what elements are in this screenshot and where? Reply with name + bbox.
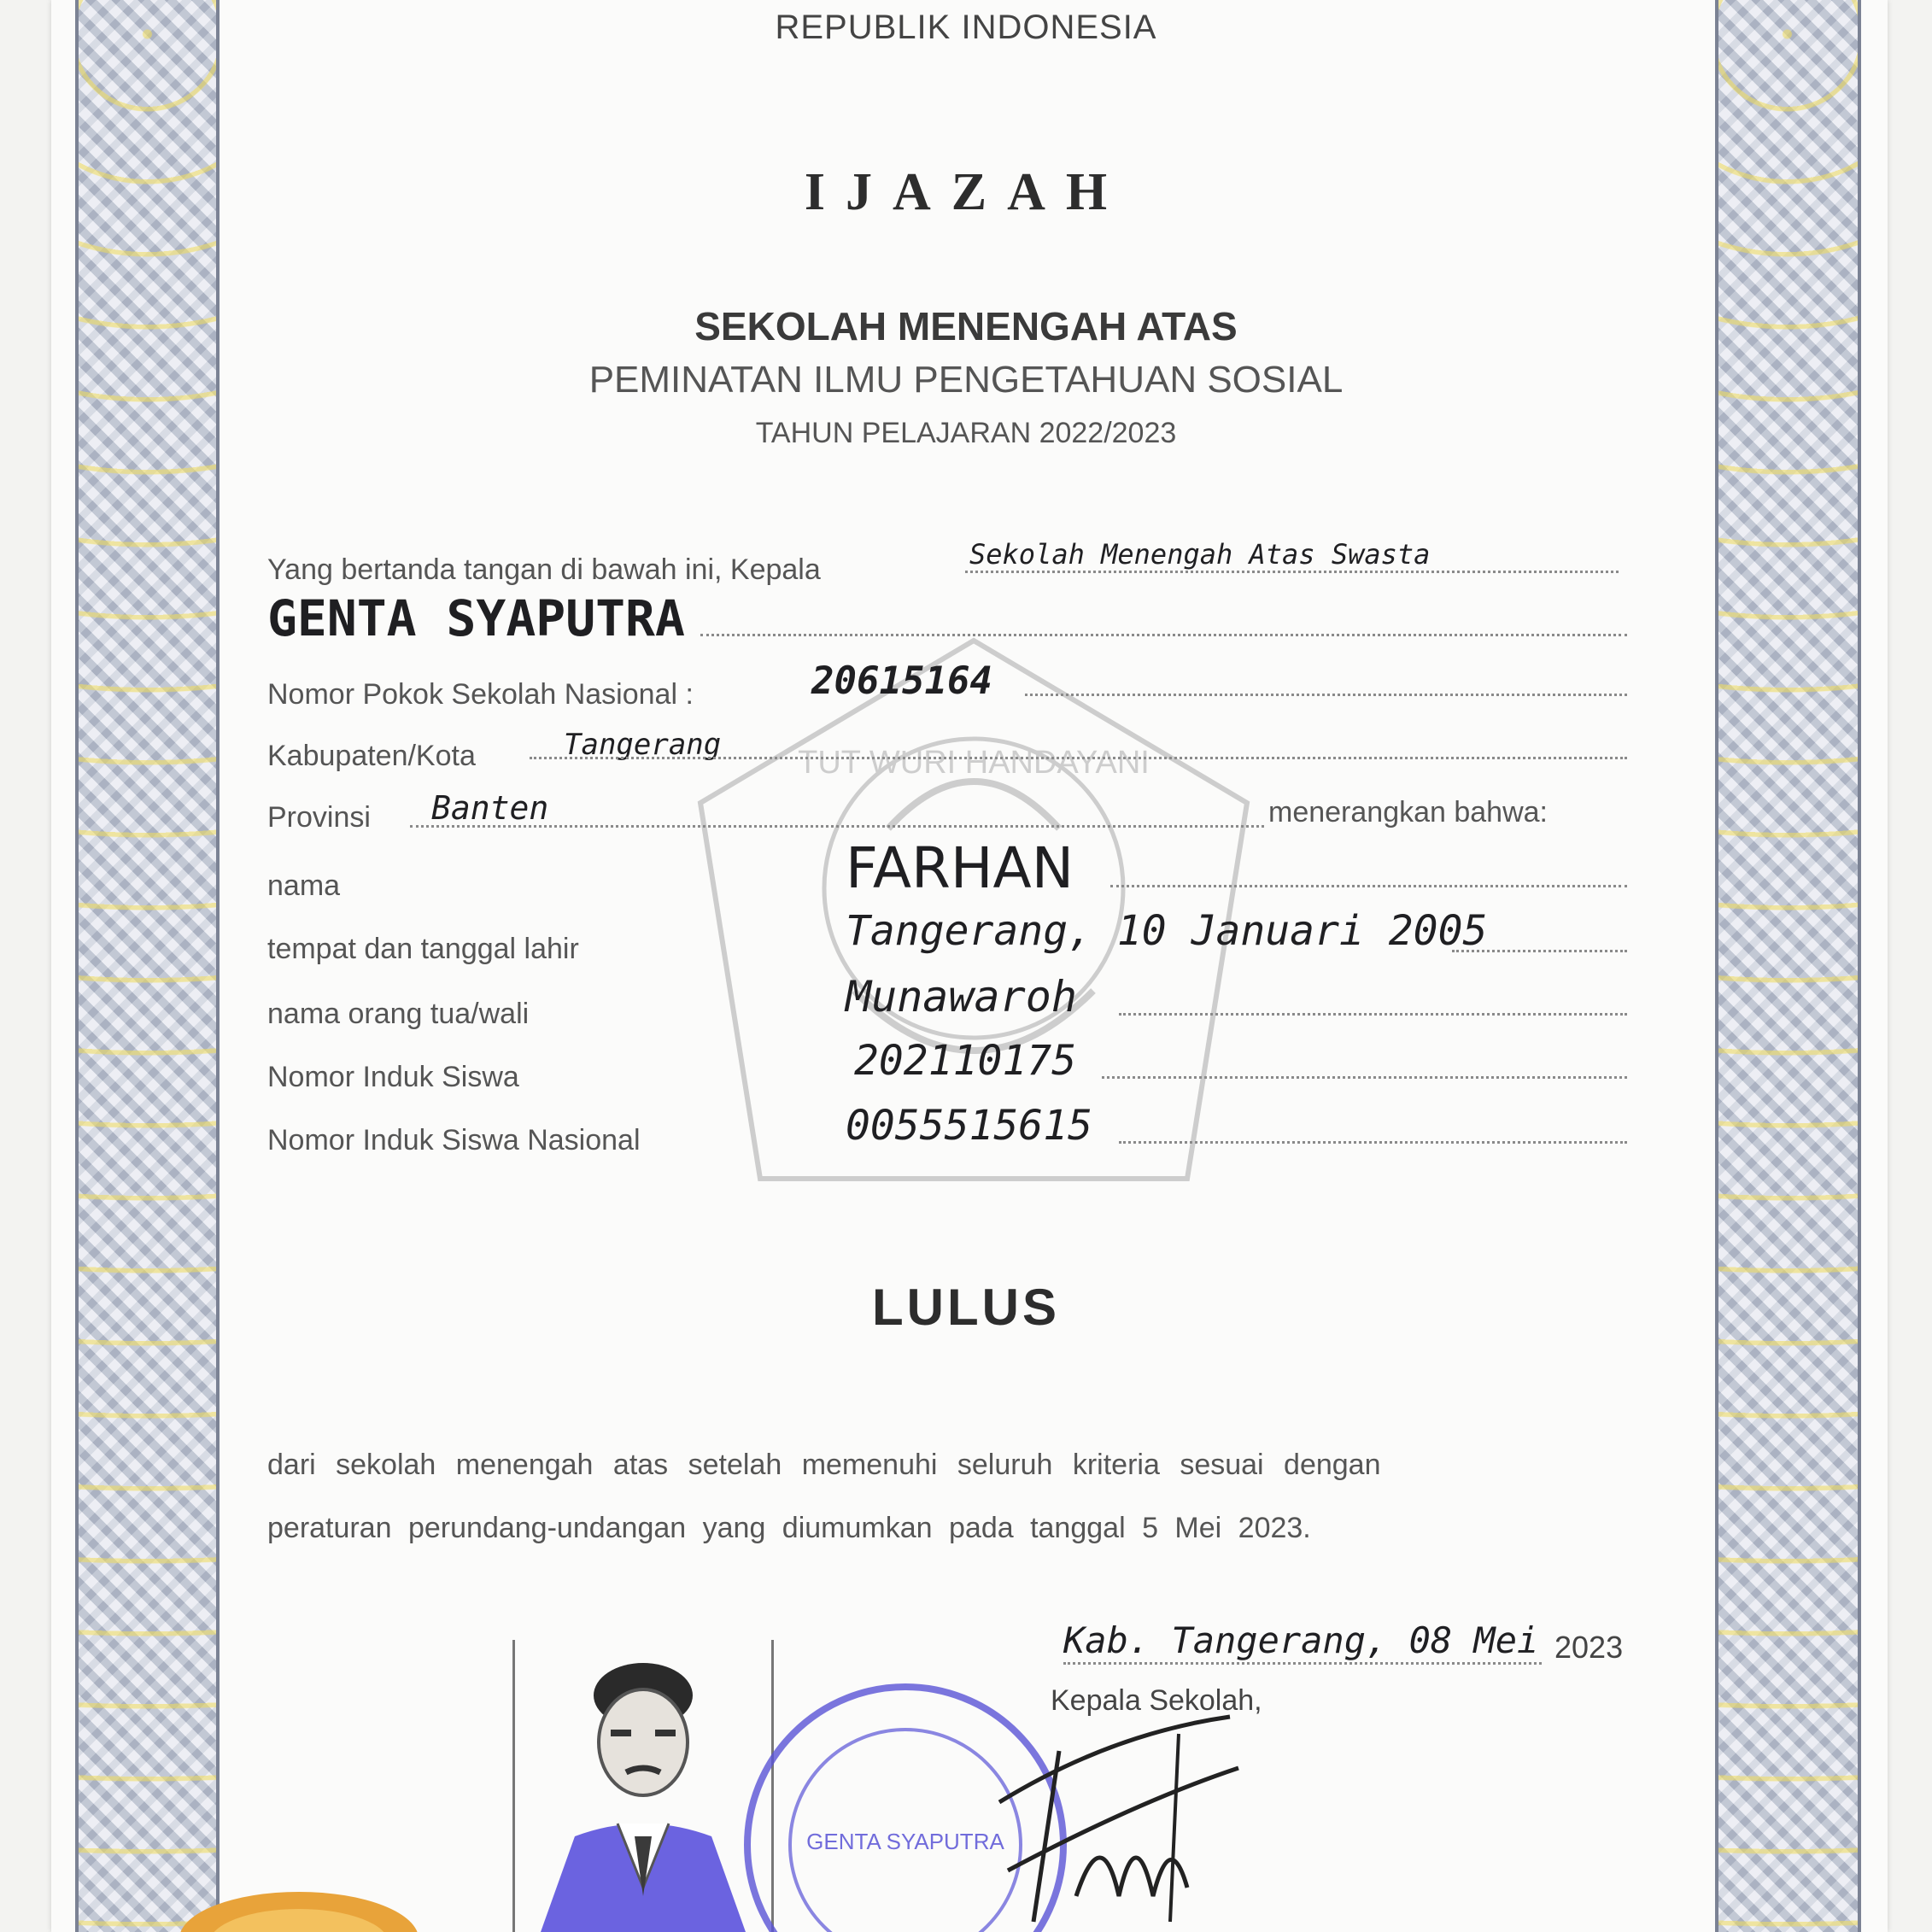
school-type-handwritten: Sekolah Menengah Atas Swasta bbox=[969, 538, 1431, 571]
nis-value: 202110175 bbox=[854, 1037, 1077, 1085]
ttl-label: tempat dan tanggal lahir bbox=[267, 933, 579, 965]
intro-text: Yang bertanda tangan di bawah ini, Kepala bbox=[267, 553, 821, 586]
nis-label: Nomor Induk Siswa bbox=[267, 1061, 519, 1093]
document-title: IJAZAH bbox=[804, 163, 1128, 221]
signature-place-date: Kab. Tangerang, 08 Mei bbox=[1063, 1619, 1539, 1661]
provinsi-label: Provinsi bbox=[267, 801, 371, 834]
ortu-value: Munawaroh bbox=[846, 972, 1077, 1022]
result-line-2: peraturan perundang-undangan yang diumumkan pada tanggal 5 Mei 2023. bbox=[267, 1512, 1311, 1544]
nisn-dotted-line bbox=[1119, 1141, 1627, 1144]
npsn-dotted-line bbox=[1025, 694, 1627, 696]
stamp-text: GENTA SYAPUTRA bbox=[806, 1829, 1004, 1854]
nisn-value: 0055515615 bbox=[846, 1102, 1092, 1150]
ortu-label: nama orang tua/wali bbox=[267, 998, 530, 1030]
gold-seal bbox=[171, 1879, 427, 1932]
ttl-dotted-line bbox=[1452, 950, 1627, 952]
intro-dotted-line bbox=[965, 571, 1619, 573]
right-border-line bbox=[1858, 0, 1861, 1932]
kabupaten-dotted-line bbox=[530, 757, 1627, 759]
kabupaten-value: Tangerang bbox=[564, 728, 722, 762]
left-border-inner-line bbox=[216, 0, 220, 1932]
country-title: REPUBLIK INDONESIA bbox=[775, 9, 1157, 46]
provinsi-dotted-line bbox=[410, 825, 1264, 828]
right-border-inner-line bbox=[1715, 0, 1718, 1932]
nama-value: FARHAN bbox=[846, 835, 1074, 901]
nisn-label: Nomor Induk Siswa Nasional bbox=[267, 1124, 641, 1156]
left-ornamental-border bbox=[77, 0, 218, 1932]
npsn-label: Nomor Pokok Sekolah Nasional : bbox=[267, 678, 694, 711]
school-name-handwritten: GENTA SYAPUTRA bbox=[267, 589, 685, 647]
principal-signature bbox=[982, 1700, 1256, 1932]
emblem-text: TUT WURI HANDAYANI bbox=[798, 745, 1150, 781]
nis-dotted-line bbox=[1102, 1076, 1627, 1079]
academic-year: TAHUN PELAJARAN 2022/2023 bbox=[755, 417, 1177, 449]
kabupaten-label: Kabupaten/Kota bbox=[267, 740, 476, 772]
ortu-dotted-line bbox=[1119, 1013, 1627, 1016]
menerangkan-text: menerangkan bahwa: bbox=[1268, 796, 1549, 828]
nama-dotted-line bbox=[1110, 885, 1627, 887]
signature-role: Kepala Sekolah, bbox=[1051, 1684, 1262, 1717]
result-status: LULUS bbox=[872, 1279, 1060, 1336]
provinsi-value: Banten bbox=[431, 789, 549, 827]
school-name-dotted-line bbox=[700, 634, 1627, 636]
npsn-value: 20615164 bbox=[811, 659, 992, 703]
result-line-1: dari sekolah menengah atas setelah memenuhi seluruh kriteria sesuai dengan bbox=[267, 1449, 1381, 1481]
ttl-value: Tangerang, 10 Januari 2005 bbox=[846, 907, 1488, 955]
school-level: SEKOLAH MENENGAH ATAS bbox=[694, 304, 1238, 348]
signature-year: 2023 bbox=[1554, 1630, 1624, 1665]
nama-label: nama bbox=[267, 869, 341, 902]
specialization: PEMINATAN ILMU PENGETAHUAN SOSIAL bbox=[588, 359, 1344, 401]
right-ornamental-border bbox=[1717, 0, 1858, 1932]
left-border-line bbox=[75, 0, 79, 1932]
place-date-dotted-line bbox=[1063, 1662, 1542, 1665]
